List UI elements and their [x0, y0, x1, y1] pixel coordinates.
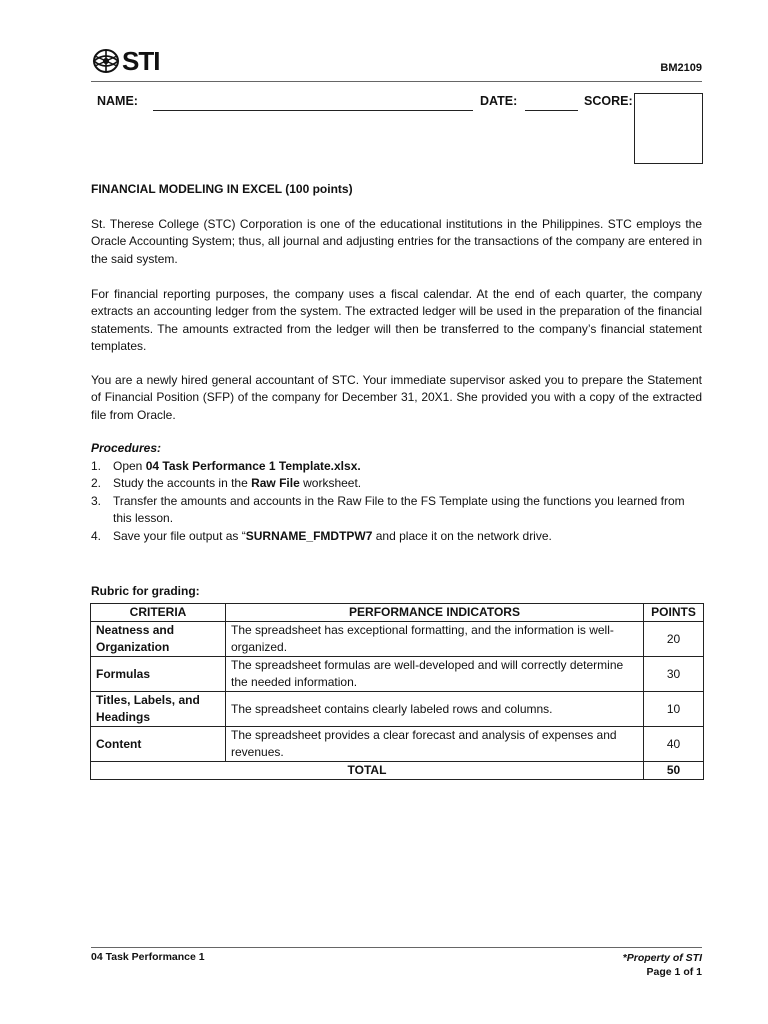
procedure-text-after: and place it on the network drive.	[372, 528, 552, 543]
indicator-cell: The spreadsheet has exceptional formatting, and the information is well-organized.	[226, 622, 644, 657]
criteria-cell: Neatness and Organization	[91, 622, 226, 657]
points-cell: 10	[644, 692, 704, 727]
rubric-row	[91, 692, 704, 727]
procedure-item	[91, 493, 702, 528]
procedure-text: Study the accounts in the	[113, 476, 252, 491]
rubric-row	[91, 657, 704, 692]
total-label: TOTAL	[91, 762, 644, 780]
footer-property: *Property of STI	[622, 952, 702, 964]
indicator-cell: The spreadsheet contains clearly labeled rows and columns.	[226, 692, 644, 727]
header-divider	[91, 81, 702, 82]
procedures-list	[91, 458, 702, 545]
procedure-item	[91, 475, 702, 492]
footer-page-number: Page 1 of 1	[646, 966, 702, 978]
procedure-number: 2.	[91, 476, 102, 491]
header-criteria: CRITERIA	[91, 604, 226, 622]
procedure-bold: 04 Task Performance 1 Template.xlsx.	[145, 459, 361, 473]
procedure-text: Open	[113, 459, 146, 473]
sti-logo	[91, 46, 159, 76]
rubric-row	[91, 727, 704, 762]
paragraph-intro: St. Therese College (STC) Corporation is one of the educational institutions in the Philippines. STC employs the Oracle Accounting System; thus, all journal and adjusting entries for the transactions of the company are entered in the said system.	[91, 217, 702, 266]
procedure-item	[91, 458, 702, 475]
procedure-text: Save your file output as “	[113, 528, 246, 543]
indicator-cell: The spreadsheet formulas are well-developed and will correctly determine the needed information.	[226, 657, 644, 692]
name-field[interactable]	[153, 110, 473, 111]
rubric-row	[91, 622, 704, 657]
procedure-number: 4.	[91, 528, 102, 543]
procedure-item	[91, 528, 702, 545]
criteria-cell: Titles, Labels, and Headings	[91, 692, 226, 727]
name-label: NAME:	[97, 94, 138, 108]
rubric-header-row	[91, 604, 704, 622]
score-label: SCORE:	[584, 94, 633, 108]
paragraph-reporting: For financial reporting purposes, the company uses a fiscal calendar. At the end of each quarter, the company extracts an accounting ledger from the system. The extracted ledger will be used in the preparation of the financial statements. The amounts extracted from the ledger will then be transferred to the company’s financial statement templates.	[91, 287, 702, 354]
procedure-text-after: worksheet.	[299, 476, 362, 491]
document-title: FINANCIAL MODELING IN EXCEL (100 points)	[91, 182, 353, 196]
paragraph-task: You are a newly hired general accountant of STC. Your immediate supervisor asked you to prepare the Statement of Financial Position (SFP) of the company for December 31, 20X1. She provided you with a copy of the extracted file from Oracle.	[91, 373, 702, 422]
points-cell: 30	[644, 657, 704, 692]
sti-globe-icon	[91, 47, 121, 75]
criteria-cell: Formulas	[91, 657, 226, 692]
procedures-heading: Procedures:	[91, 441, 162, 455]
procedure-number: 1.	[91, 459, 102, 473]
document-code: BM2109	[660, 62, 702, 74]
points-cell: 40	[644, 727, 704, 762]
criteria-cell: Content	[91, 727, 226, 762]
procedure-text: Transfer the amounts and accounts in the Raw File to the FS Template using the functions you learned from this lesson.	[113, 493, 685, 526]
rubric-table	[90, 603, 704, 780]
header-points: POINTS	[644, 604, 704, 622]
procedure-bold: SURNAME_FMDTPW7	[245, 528, 373, 543]
total-points: 50	[644, 762, 704, 780]
logo-text: STI	[122, 46, 160, 76]
procedure-bold: Raw File	[251, 476, 300, 491]
footer-right	[623, 951, 702, 979]
points-cell: 20	[644, 622, 704, 657]
rubric-title: Rubric for grading:	[91, 584, 200, 598]
procedure-number: 3.	[91, 493, 102, 508]
footer-document-name: 04 Task Performance 1	[91, 951, 205, 963]
score-box[interactable]	[634, 93, 703, 164]
date-label: DATE:	[480, 94, 518, 108]
indicator-cell: The spreadsheet provides a clear forecast and analysis of expenses and revenues.	[226, 727, 644, 762]
date-field[interactable]	[525, 110, 578, 111]
header-indicators: PERFORMANCE INDICATORS	[226, 604, 644, 622]
rubric-total-row	[91, 762, 704, 780]
footer-divider	[91, 947, 702, 948]
